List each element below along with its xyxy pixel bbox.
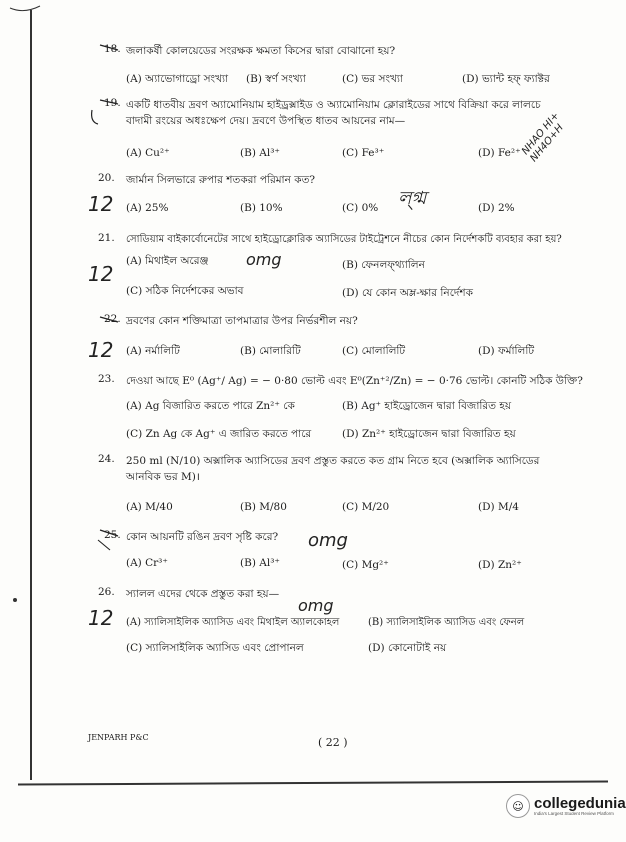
option-a: (A) M/40 — [126, 501, 173, 513]
option-d: (D) Zn²⁺ হাইড্রোজেন দ্বারা বিজারিত হয় — [342, 428, 516, 440]
question-text: জার্মান সিলভারে রুপার শতকরা পরিমান কত? — [126, 174, 316, 186]
option-d: (D) যে কোন অম্ল-ক্ষার নির্দেশক — [342, 287, 473, 299]
question-text: কোন আয়নটি রঙিন দ্রবণ সৃষ্টি করে? — [126, 531, 279, 543]
question-number: 24. — [98, 453, 115, 465]
option-d: (D) Zn²⁺ — [478, 559, 522, 571]
brand-tagline: India's Largest Student Review Platform — [534, 811, 614, 816]
question-text: সোডিয়াম বাইকার্বোনেটের সাথে হাইড্রোক্লোরিক অ্যাসিডের টাইট্রেশনে নীচের কোন নির্দেশকটি ব্যবহার করা হয়? — [126, 234, 562, 245]
footer-code: JENPARH P&C — [88, 733, 149, 742]
handwritten-mark: 12 — [88, 262, 114, 286]
brand-watermark — [506, 794, 626, 818]
option-d: (D) ভ্যান্ট হফ্ ফ্যাক্টর — [462, 73, 550, 85]
question-text: 250 ml (N/10) অক্সালিক অ্যাসিডের দ্রবণ প্রস্তুত করতে কত গ্রাম নিতে হবে (অক্সালিক অ্যাসিডের আনবিক ভর M)। — [126, 455, 540, 483]
option-a: (A) নর্মালিটি — [126, 345, 180, 357]
option-a: (A) স্যালিসাইলিক অ্যাসিড এবং মিথাইল অ্যালকোহল — [126, 617, 340, 628]
question-number: 19. — [104, 97, 121, 109]
question-number: 26. — [98, 586, 115, 598]
option-b: (B) Al³⁺ — [240, 147, 280, 159]
question-number: 23. — [98, 373, 115, 385]
option-d: (D) M/4 — [478, 501, 519, 513]
question-number: 21. — [98, 232, 115, 244]
option-a: (A) 25% — [126, 202, 169, 214]
option-d: (D) ফর্মালিটি — [478, 345, 535, 357]
brand-name: collegedunia — [534, 795, 626, 812]
option-b: (B) স্যালিসাইলিক অ্যাসিড এবং ফেনল — [368, 617, 525, 628]
option-d: (D) 2% — [478, 202, 515, 214]
handwritten-mark: 12 — [88, 192, 114, 216]
option-a: (A) মিথাইল অরেঞ্জ — [126, 255, 209, 267]
option-d: (D) Fe²⁺ — [478, 147, 521, 159]
option-a: (A) অ্যাভোগাড্রো সংখ্যা — [126, 73, 229, 85]
question-number: 18. — [104, 43, 121, 55]
option-b: (B) M/80 — [240, 501, 287, 513]
student-avatar-icon: ☺ — [506, 794, 530, 818]
option-c: (C) 0% — [342, 202, 379, 214]
option-b: (B) স্বর্ণ সংখ্যা — [246, 73, 306, 85]
page-number: ( 22 ) — [318, 736, 348, 749]
question-text: দ্রবণের কোন শক্তিমাত্রা তাপমাত্রার উপর নির্ভরশীল নয়? — [126, 315, 358, 327]
option-b: (B) 10% — [240, 202, 283, 214]
option-c: (C) Mg²⁺ — [342, 559, 389, 571]
question-number: 25. — [104, 529, 121, 541]
question-number: 22. — [104, 313, 121, 325]
option-a: (A) Cu²⁺ — [126, 147, 170, 159]
handwritten-note: omg — [308, 530, 348, 551]
handwritten-mark: 12 — [88, 338, 114, 362]
question-text: একটি ধাতবীয় দ্রবণ অ্যামোনিয়াম হাইড্রক্সাইড ও অ্যামোনিয়াম ক্লোরাইডের সাথে বিক্রিয়া করে লালচে বাদামী রংয়ের অধঃক্ষেপ দেয়। দ্রবণে উপস্থিত ধাতব আয়নের নাম— — [126, 99, 541, 127]
handwritten-note: omg — [246, 250, 282, 269]
option-d: (D) কোনোটাই নয় — [368, 642, 447, 654]
question-text: দেওয়া আছে E⁰ (Ag⁺/ Ag) = − 0·80 ভোল্ট এবং E⁰(Zn⁺²/Zn) = − 0·76 ভোল্ট। কোনটি সঠিক উক্তি? — [126, 375, 583, 387]
question-number: 20. — [98, 172, 115, 184]
option-b: (B) ফেনলফ্থ্যালিন — [342, 259, 425, 271]
option-c: (C) Fe³⁺ — [342, 147, 385, 159]
handwritten-mark: 12 — [88, 606, 114, 630]
option-c: (C) M/20 — [342, 501, 390, 513]
option-c: (C) স্যালিসাইলিক অ্যাসিড এবং প্রোপানল — [126, 642, 304, 654]
option-b: (B) Al³⁺ — [240, 557, 280, 569]
option-b: (B) মোলারিটি — [240, 345, 301, 357]
option-b: (B) Ag⁺ হাইড্রোজেন দ্বারা বিজারিত হয় — [342, 400, 512, 412]
option-a: (A) Cr³⁺ — [126, 557, 168, 569]
option-c: (C) সঠিক নির্দেশকের অভাব — [126, 285, 244, 297]
option-c: (C) Zn Ag কে Ag⁺ এ জারিত করতে পারে — [126, 428, 312, 440]
question-text: জলাকর্ষী কোলয়েডের সংরক্ষক ক্ষমতা কিসের দ্বারা বোঝানো হয়? — [126, 45, 396, 57]
question-text: স্যালল এদের থেকে প্রস্তুত করা হয়— — [126, 588, 280, 600]
option-c: (C) ভর সংখ্যা — [342, 73, 403, 85]
handwritten-note: omg — [298, 596, 334, 615]
option-c: (C) মোলালিটি — [342, 345, 406, 357]
handwritten-side-note: NHAO HI+ NH4O+H — [520, 110, 566, 165]
option-a: (A) Ag বিজারিত করতে পারে Zn²⁺ কে — [126, 400, 295, 412]
handwritten-note: ল্গ্ম — [398, 188, 427, 209]
